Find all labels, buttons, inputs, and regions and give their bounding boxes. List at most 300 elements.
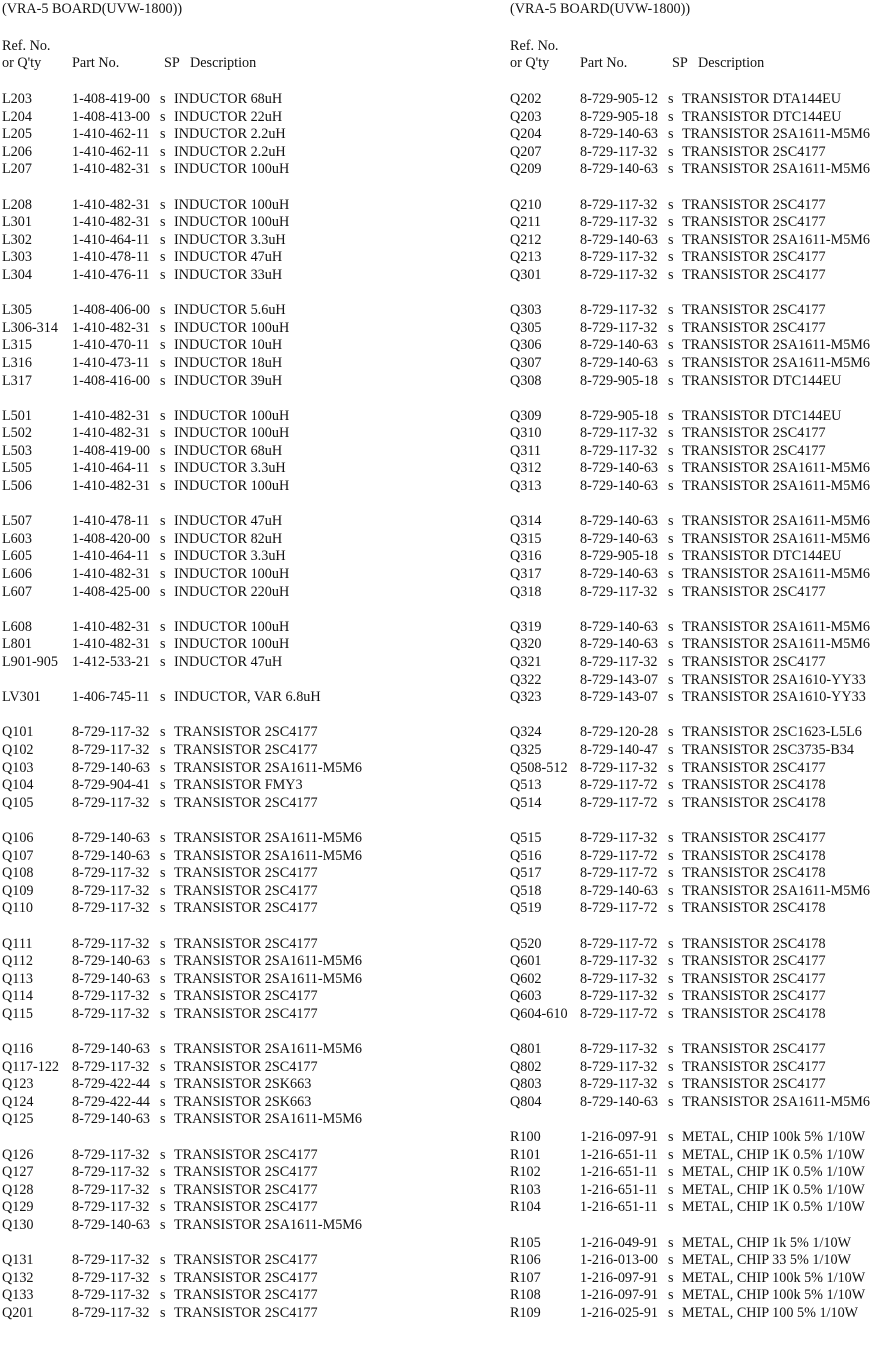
part-row [510,443,894,461]
sp-flag: s [160,566,166,583]
description: TRANSISTOR 2SA1611-M5M6 [174,1111,363,1128]
description: INDUCTOR 100uH [174,407,290,424]
description: TRANSISTOR 2SC4178 [682,847,826,864]
part-row [2,320,442,338]
sp-flag: s [668,759,674,776]
description: TRANSISTOR 2SA1611-M5M6 [682,1093,871,1110]
sp-flag: s [160,741,166,758]
part-no: 1-410-476-11 [72,266,150,283]
part-no: 8-729-117-32 [580,302,658,319]
sp-flag: s [160,249,166,266]
sp-flag: s [668,354,674,371]
part-no: 8-729-422-44 [72,1093,151,1110]
ref-no: Q516 [510,847,542,864]
ref-no: R109 [510,1304,541,1321]
description: TRANSISTOR 2SA1610-YY33 [682,689,866,706]
part-row [2,408,442,426]
part-no: 8-729-117-32 [580,1058,658,1075]
sp-flag: s [160,1252,166,1269]
sp-flag: s [668,513,674,530]
description: TRANSISTOR 2SC4177 [174,1269,318,1286]
ref-no: L302 [2,231,32,248]
part-no: 1-216-651-11 [580,1146,658,1163]
part-row [2,654,442,672]
part-row [2,760,442,778]
part-no: 8-729-140-63 [72,829,151,846]
description: INDUCTOR 68uH [174,91,283,107]
ref-no: L503 [2,442,32,459]
ref-no: R102 [510,1164,541,1181]
part-no: 8-729-140-63 [580,636,659,653]
description: TRANSISTOR 2SC4177 [174,900,318,917]
sp-flag: s [668,196,674,213]
ref-no: Q604-610 [510,1005,568,1022]
part-no: 8-729-117-32 [580,988,658,1005]
part-row [2,1305,442,1323]
ref-no: LV301 [2,689,41,706]
part-row [2,848,442,866]
part-row [2,1287,442,1305]
sp-flag: s [160,196,166,213]
part-row [510,900,894,918]
part-no: 1-410-482-31 [72,425,151,442]
description: METAL, CHIP 1K 0.5% 1/10W [682,1199,865,1216]
ref-no: Q115 [2,1005,34,1022]
part-row [2,1270,442,1288]
part-row [2,830,442,848]
description: TRANSISTOR 2SC4178 [682,900,826,917]
part-no: 8-729-117-32 [580,425,658,442]
parts-group [2,936,442,1024]
part-no: 8-729-117-32 [72,988,150,1005]
sp-flag: s [160,1269,166,1286]
part-row [2,425,442,443]
ref-no: Q317 [510,566,542,583]
part-row [2,619,442,637]
part-no: 8-729-117-72 [580,777,658,794]
ref-no: L507 [2,513,32,530]
part-row [2,1199,442,1217]
ref-no: Q124 [2,1093,34,1110]
description: INDUCTOR 10uH [174,337,283,354]
part-row [510,1287,894,1305]
ref-no: L301 [2,214,32,231]
ref-no: Q211 [510,214,542,231]
parts-group [2,302,442,390]
description: TRANSISTOR 2SC4177 [682,1058,826,1075]
ref-no: R100 [510,1129,541,1146]
parts-group [2,1252,442,1322]
sp-flag: s [160,460,166,477]
sp-flag: s [668,636,674,653]
sp-flag: s [160,1111,166,1128]
description: TRANSISTOR 2SC4177 [682,829,826,846]
description: TRANSISTOR 2SC4177 [174,865,318,882]
ref-no: Q310 [510,425,542,442]
part-no: 8-729-117-32 [580,319,658,336]
part-row [510,109,894,127]
part-no: 8-729-905-12 [580,91,659,107]
sp-flag: s [668,777,674,794]
description: METAL, CHIP 33 5% 1/10W [682,1252,851,1269]
ref-no: Q320 [510,636,542,653]
sp-flag: s [668,794,674,811]
column-header-row [510,54,894,72]
part-no: 1-408-419-00 [72,91,151,107]
part-row [2,689,442,707]
description: METAL, CHIP 1K 0.5% 1/10W [682,1181,865,1198]
part-no: 8-729-117-72 [580,847,658,864]
ref-no: Q322 [510,671,542,688]
description: INDUCTOR 100uH [174,196,290,213]
sp-flag: s [668,865,674,882]
description: TRANSISTOR 2SC4177 [682,654,826,670]
description: TRANSISTOR 2SC4177 [682,953,826,970]
description: TRANSISTOR 2SC4177 [174,1304,318,1321]
sp-flag: s [668,935,674,952]
part-no: 8-729-117-32 [72,1146,150,1163]
part-row [510,672,894,690]
part-no: 8-729-117-32 [72,935,150,952]
part-row [2,355,442,373]
sp-flag: s [160,1287,166,1304]
parts-group [510,302,894,390]
part-no: 1-216-651-11 [580,1181,658,1198]
sp-flag: s [668,231,674,248]
sp-flag: s [160,935,166,952]
part-row [510,865,894,883]
parts-group [2,724,442,812]
sp-flag: s [668,214,674,231]
part-no: 1-410-482-31 [72,478,151,495]
sp-flag: s [668,829,674,846]
part-row [2,1059,442,1077]
ref-no: Q103 [2,759,34,776]
ref-no: R103 [510,1181,541,1198]
part-no: 8-729-117-32 [580,266,658,283]
part-row [510,425,894,443]
ref-no: R106 [510,1252,541,1269]
sp-flag: s [668,302,674,319]
part-row [2,1217,442,1235]
part-row [510,1129,894,1147]
part-row [2,936,442,954]
ref-no: Q508-512 [510,759,568,776]
part-row [510,531,894,549]
part-row [510,1182,894,1200]
sp-flag: s [668,460,674,477]
description: INDUCTOR 100uH [174,214,290,231]
part-no: 8-729-117-32 [72,1199,150,1216]
part-row [510,566,894,584]
ref-no: Q325 [510,741,542,758]
part-no: 8-729-140-63 [580,231,659,248]
part-row [2,443,442,461]
part-row [2,900,442,918]
part-no: 1-410-482-31 [72,196,151,213]
part-no: 1-406-745-11 [72,689,150,706]
description: TRANSISTOR 2SA1611-M5M6 [174,970,363,987]
sp-flag: s [160,1146,166,1163]
sp-flag: s [668,1164,674,1181]
sp-flag: s [668,741,674,758]
part-row [510,795,894,813]
description: TRANSISTOR 2SA1611-M5M6 [682,530,871,547]
part-no: 1-216-097-91 [580,1269,659,1286]
sp-flag: s [668,108,674,125]
sp-flag: s [160,759,166,776]
ref-no: Q117-122 [2,1058,60,1075]
sp-flag: s [160,847,166,864]
part-no: 1-216-097-91 [580,1287,659,1304]
ref-no: L502 [2,425,32,442]
sp-flag: s [668,618,674,635]
description: TRANSISTOR 2SC4177 [682,970,826,987]
parts-group [2,513,442,601]
parts-group [2,619,442,672]
header-part-no: Part No. [580,55,628,71]
part-row [2,584,442,602]
part-no: 8-729-140-63 [72,847,151,864]
ref-no: Q114 [2,988,34,1005]
description: INDUCTOR 100uH [174,636,290,653]
part-row [2,126,442,144]
sp-flag: s [668,425,674,442]
part-no: 8-729-117-32 [72,794,150,811]
header-description: Description [190,55,257,71]
sp-flag: s [668,161,674,178]
sp-flag: s [668,1129,674,1146]
description: METAL, CHIP 1k 5% 1/10W [682,1234,851,1251]
ref-no: R104 [510,1199,541,1216]
part-row [510,1147,894,1165]
sp-flag: s [668,671,674,688]
description: TRANSISTOR 2SA1611-M5M6 [682,478,871,495]
part-row [510,144,894,162]
part-no: 1-216-025-91 [580,1304,659,1321]
sp-flag: s [160,1058,166,1075]
part-row [2,1094,442,1112]
part-row [2,91,442,109]
description: TRANSISTOR 2SC4177 [682,249,826,266]
ref-no: Q314 [510,513,542,530]
parts-group [2,91,442,179]
description: METAL, CHIP 100k 5% 1/10W [682,1287,866,1304]
part-row [2,1147,442,1165]
part-row [2,1041,442,1059]
description: TRANSISTOR 2SC4177 [174,935,318,952]
description: INDUCTOR 3.3uH [174,460,286,477]
part-row [2,777,442,795]
ref-no: Q106 [2,829,34,846]
ref-no: Q316 [510,548,542,565]
sp-flag: s [160,1217,166,1233]
ref-no: Q113 [2,970,34,987]
sp-flag: s [668,143,674,160]
part-no: 1-216-651-11 [580,1199,658,1216]
part-no: 1-410-482-31 [72,566,151,583]
description: TRANSISTOR 2SC4177 [174,988,318,1005]
part-row [2,548,442,566]
part-row [2,513,442,531]
ref-no: Q131 [2,1252,34,1269]
part-row [510,478,894,496]
sp-flag: s [160,988,166,1005]
part-no: 8-729-117-72 [580,865,658,882]
part-no: 8-729-117-72 [580,935,658,952]
sp-flag: s [160,583,166,600]
part-no: 1-216-049-91 [580,1234,659,1251]
sp-flag: s [160,882,166,899]
description: INDUCTOR 22uH [174,108,283,125]
ref-no: Q323 [510,689,542,706]
description: TRANSISTOR 2SC4177 [174,1164,318,1181]
part-row [2,267,442,285]
parts-group [510,724,894,812]
description: TRANSISTOR 2SA1611-M5M6 [682,126,871,143]
part-no: 1-408-413-00 [72,108,151,125]
description: TRANSISTOR 2SK663 [174,1093,312,1110]
sp-flag: s [668,530,674,547]
ref-no: L207 [2,161,32,178]
sp-flag: s [160,231,166,248]
part-no: 1-410-482-31 [72,636,151,653]
parts-group [510,1235,894,1323]
part-row [2,232,442,250]
ref-no: Q130 [2,1217,34,1233]
part-row [510,249,894,267]
sp-flag: s [668,1181,674,1198]
part-no: 8-729-140-63 [580,618,659,635]
part-no: 8-729-117-32 [580,829,658,846]
ref-no: L607 [2,583,32,600]
description: INDUCTOR 18uH [174,354,283,371]
description: TRANSISTOR 2SC1623-L5L6 [682,724,862,741]
sp-flag: s [160,1041,166,1058]
parts-group [510,936,894,1024]
sp-flag: s [160,354,166,371]
sp-flag: s [160,1093,166,1110]
description: INDUCTOR 100uH [174,161,290,178]
sp-flag: s [160,319,166,336]
sp-flag: s [160,1199,166,1216]
ref-no: L205 [2,126,32,143]
ref-no: Q213 [510,249,542,266]
parts-group [510,1129,894,1217]
sp-flag: s [160,794,166,811]
description: TRANSISTOR 2SA1611-M5M6 [682,354,871,371]
sp-flag: s [668,91,674,107]
sp-flag: s [668,1093,674,1110]
header-ref-no: Ref. No. [510,38,559,54]
part-no: 8-729-422-44 [72,1076,151,1093]
part-no: 8-729-140-63 [580,530,659,547]
part-no: 8-729-904-41 [72,777,151,794]
part-row [2,144,442,162]
part-no: 1-410-470-11 [72,337,150,354]
ref-no: Q123 [2,1076,34,1093]
ref-no: L315 [2,337,32,354]
part-no: 8-729-140-63 [580,478,659,495]
sp-flag: s [668,1304,674,1321]
sp-flag: s [668,319,674,336]
sp-flag: s [668,900,674,917]
part-no: 8-729-117-32 [580,196,658,213]
sp-flag: s [668,724,674,741]
ref-no: Q520 [510,935,542,952]
part-row [510,460,894,478]
sp-flag: s [668,583,674,600]
sp-flag: s [668,442,674,459]
ref-no: L603 [2,530,32,547]
parts-groups [510,91,894,1340]
header-ref-no: Ref. No. [2,38,51,54]
part-no: 8-729-120-28 [580,724,659,741]
board-title: (VRA-5 BOARD(UVW-1800)) [2,1,183,17]
part-row [510,408,894,426]
ref-no: L606 [2,566,32,583]
part-row [2,249,442,267]
sp-flag: s [160,478,166,495]
description: TRANSISTOR 2SA1611-M5M6 [682,337,871,354]
ref-no: Q514 [510,794,542,811]
description: TRANSISTOR 2SC4177 [682,1041,826,1058]
sp-flag: s [668,1234,674,1251]
ref-no: Q306 [510,337,542,354]
ref-no: Q311 [510,442,542,459]
part-row [510,1076,894,1094]
part-row [510,91,894,109]
ref-no: Q319 [510,618,542,635]
part-no: 1-408-419-00 [72,442,151,459]
sp-flag: s [160,1076,166,1093]
part-no: 1-408-420-00 [72,530,151,547]
part-row [510,724,894,742]
description: TRANSISTOR 2SC4177 [174,882,318,899]
description: TRANSISTOR 2SC4177 [682,214,826,231]
description: INDUCTOR 5.6uH [174,302,286,319]
part-row [2,971,442,989]
part-row [510,355,894,373]
part-row [510,161,894,179]
part-no: 8-729-140-63 [580,126,659,143]
ref-no: Q212 [510,231,542,248]
sp-flag: s [668,970,674,987]
ref-no: Q803 [510,1076,542,1093]
sp-flag: s [160,654,166,670]
ref-no: Q307 [510,354,542,371]
part-no: 1-410-482-31 [72,319,151,336]
part-no: 8-729-117-32 [72,865,150,882]
part-no: 1-410-464-11 [72,231,150,248]
description: METAL, CHIP 1K 0.5% 1/10W [682,1164,865,1181]
description: TRANSISTOR DTC144EU [682,108,842,125]
part-no: 8-729-117-32 [72,1164,150,1181]
ref-no: Q125 [2,1111,34,1128]
description: TRANSISTOR FMY3 [174,777,303,794]
sp-flag: s [668,126,674,143]
description: TRANSISTOR 2SC4177 [174,741,318,758]
part-no: 1-410-473-11 [72,354,150,371]
part-no: 1-412-533-21 [72,654,151,670]
ref-no: Q801 [510,1041,542,1058]
part-row [510,636,894,654]
ref-no: Q203 [510,108,542,125]
part-no: 1-408-406-00 [72,302,151,319]
part-row [510,232,894,250]
ref-no: Q111 [2,935,33,952]
description: TRANSISTOR 2SA1611-M5M6 [174,1217,363,1233]
